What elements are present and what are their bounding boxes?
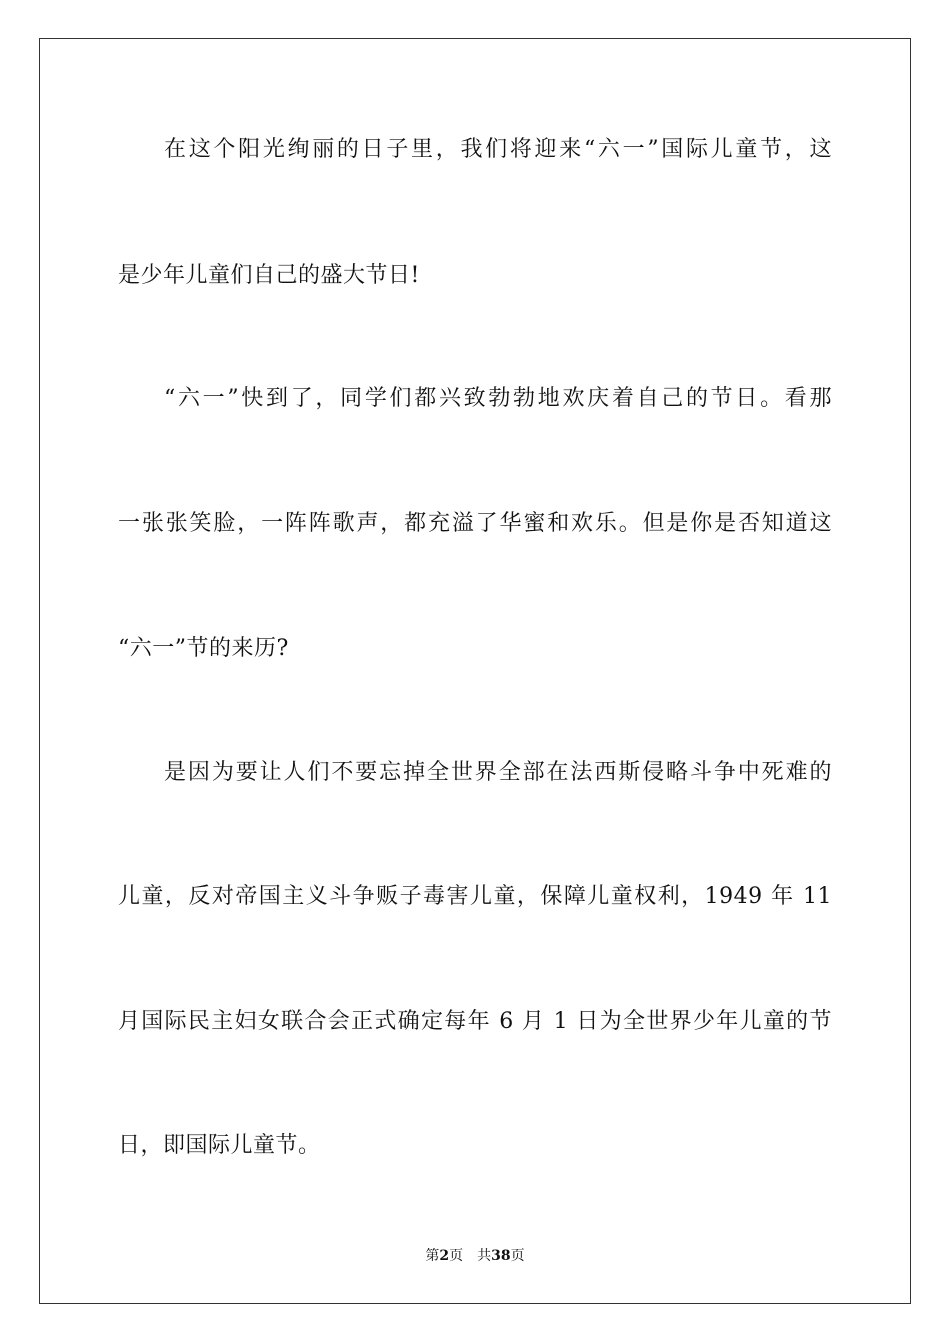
paragraph-3-line-4: 日，即国际儿童节。	[118, 1133, 321, 1158]
footer-suffix: 页	[510, 1248, 525, 1264]
page-footer	[0, 1246, 950, 1266]
paragraph-2-line-2: 一张张笑脸，一阵阵歌声，都充溢了华蜜和欢乐。但是你是否知道这	[118, 511, 832, 536]
paragraph-3-line-2: 儿童，反对帝国主义斗争贩子毒害儿童，保障儿童权利，1949 年 11	[118, 884, 832, 909]
paragraph-1-line-2: 是少年儿童们自己的盛大节日!	[118, 263, 420, 288]
paragraph-2-line-3: “六一”节的来历?	[118, 636, 289, 661]
footer-mid: 页 共	[449, 1248, 492, 1264]
footer-prefix: 第	[425, 1248, 440, 1264]
paragraph-2-line-1: “六一”快到了，同学们都兴致勃勃地欢庆着自己的节日。看那	[164, 386, 832, 411]
paragraph-3-line-3: 月国际民主妇女联合会正式确定每年 6 月 1 日为全世界少年儿童的节	[118, 1009, 832, 1034]
footer-page-number: 2	[439, 1248, 450, 1264]
paragraph-1-line-1: 在这个阳光绚丽的日子里，我们将迎来“六一”国际儿童节，这	[164, 137, 832, 162]
footer-total-pages: 38	[491, 1248, 511, 1264]
page-border	[39, 38, 911, 1304]
paragraph-3-line-1: 是因为要让人们不要忘掉全世界全部在法西斯侵略斗争中死难的	[164, 760, 832, 785]
